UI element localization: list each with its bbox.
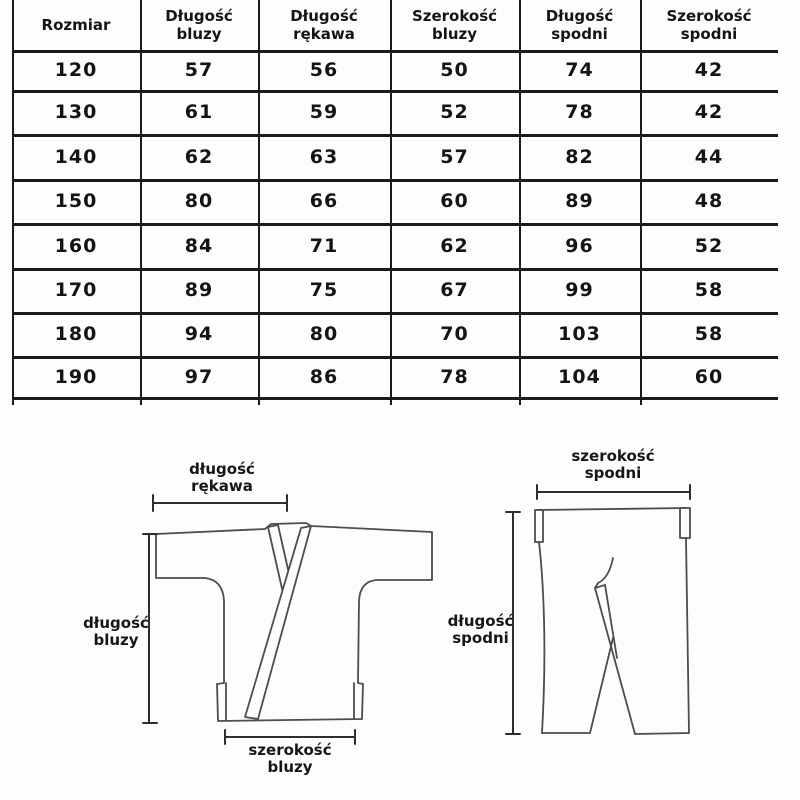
measurement-cell: 70 — [440, 323, 469, 345]
measurement-cell: 78 — [565, 101, 594, 123]
measurement-cell: 103 — [558, 323, 601, 345]
header-cell — [390, 0, 519, 50]
pants-hem-right — [635, 733, 689, 734]
label-pants-length — [418, 613, 543, 647]
measurement-cell: 75 — [309, 279, 339, 301]
header-cell-line: Szerokość — [411, 7, 498, 25]
measurement-cell: 58 — [694, 279, 724, 301]
label-jacket-width-line2: bluzy — [267, 758, 313, 776]
measurement-cell: 62 — [184, 145, 214, 168]
header-cell — [12, 0, 140, 50]
header-cell-line: spodni — [680, 25, 738, 43]
label-pants-width — [550, 448, 676, 482]
pants-seat-seam-curve — [595, 558, 613, 588]
measurement-cell: 84 — [184, 234, 214, 257]
header-cell-line: Długość — [545, 7, 614, 25]
measurement-cell: 42 — [694, 101, 724, 123]
header-cell-line: bluzy — [431, 25, 478, 43]
measurement-cell: 60 — [694, 365, 724, 388]
header-cell-line: Rozmiar — [41, 16, 111, 34]
measurement-diagram — [0, 410, 800, 800]
measurement-cell: 42 — [694, 59, 724, 81]
label-jacket-width — [226, 742, 354, 776]
measurement-cell: 61 — [184, 101, 214, 123]
measurement-cell: 80 — [184, 190, 214, 212]
label-pants-length-line1: długość — [447, 612, 514, 630]
measurement-cell: 58 — [694, 323, 724, 345]
measurement-cell: 89 — [184, 279, 214, 301]
measurement-cell: 44 — [694, 145, 724, 168]
measurement-cell: 50 — [440, 59, 469, 81]
size-cell: 130 — [54, 101, 98, 123]
measurement-cell: 57 — [440, 145, 469, 168]
size-cell: 180 — [54, 323, 98, 345]
label-pants-length-line2: spodni — [452, 629, 509, 647]
measurement-cell: 62 — [440, 234, 469, 257]
header-cell-line: Długość — [165, 7, 233, 25]
measurement-cell: 71 — [309, 234, 339, 257]
measurement-cell: 89 — [565, 190, 594, 212]
size-cell: 170 — [54, 279, 98, 301]
measurement-cell: 59 — [309, 101, 339, 123]
header-cell-line: rękawa — [293, 25, 355, 43]
size-cell: 160 — [54, 234, 98, 257]
pants-tab-right — [680, 508, 690, 538]
size-cell: 150 — [54, 190, 98, 212]
label-jacket-length-line2: bluzy — [93, 631, 139, 649]
pants-inner-seam-right — [595, 588, 635, 734]
label-pants-width-line1: szerokość — [571, 447, 655, 465]
pants-top-edge — [537, 508, 688, 510]
measurement-cell: 67 — [440, 279, 469, 301]
header-cell-line: Długość — [290, 7, 358, 25]
measurement-cell: 52 — [694, 234, 724, 257]
size-cell: 140 — [54, 145, 98, 168]
measurement-cell: 99 — [565, 279, 594, 301]
measurement-cell: 48 — [694, 190, 724, 212]
size-cell: 190 — [54, 365, 98, 388]
label-sleeve-length-line1: długość — [189, 460, 255, 478]
label-jacket-length — [55, 615, 177, 649]
header-cell-line: Szerokość — [666, 7, 752, 25]
measurement-cell: 78 — [440, 365, 469, 388]
measurement-cell: 80 — [309, 323, 339, 345]
measurement-cell: 82 — [565, 145, 594, 168]
measurement-cell: 97 — [184, 365, 214, 388]
measurement-cell: 57 — [184, 59, 214, 81]
measurement-cell: 104 — [558, 365, 601, 388]
pants-inner-seam-left — [590, 638, 613, 733]
header-cell — [519, 0, 640, 50]
label-jacket-length-line1: długość — [83, 614, 149, 632]
header-cell — [140, 0, 258, 50]
header-cell — [640, 0, 778, 50]
measurement-cell: 60 — [440, 190, 469, 212]
label-sleeve-length-line2: rękawa — [191, 477, 253, 495]
pants-tab-left — [535, 510, 543, 542]
measurement-cell: 56 — [309, 59, 339, 81]
label-jacket-width-line1: szerokość — [248, 741, 332, 759]
measurement-cell: 96 — [565, 234, 594, 257]
measurement-cell: 52 — [440, 101, 469, 123]
label-pants-width-line2: spodni — [584, 464, 642, 482]
measurement-cell: 86 — [309, 365, 339, 388]
measurement-cell: 63 — [309, 145, 339, 168]
header-cell-line: spodni — [551, 25, 608, 43]
measurement-cell: 66 — [309, 190, 339, 212]
measurement-cell: 74 — [565, 59, 594, 81]
measurement-cell: 94 — [184, 323, 214, 345]
table-horizontal-line — [12, 397, 778, 400]
header-cell-line: bluzy — [176, 25, 222, 43]
label-sleeve-length — [158, 461, 286, 495]
header-cell — [258, 0, 390, 50]
size-cell: 120 — [54, 59, 98, 81]
pants-outer-right — [686, 538, 689, 733]
garment-diagram-svg — [0, 410, 800, 800]
